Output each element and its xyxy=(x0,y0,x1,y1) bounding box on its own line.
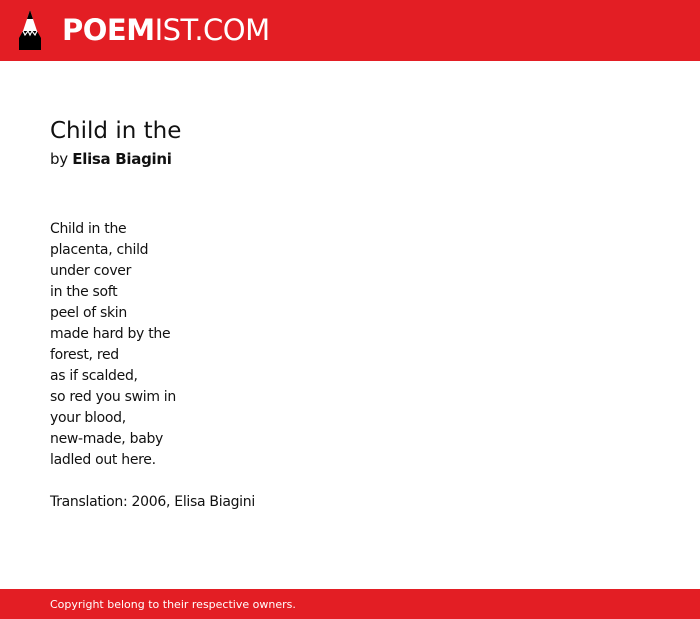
poem-line: in the soft xyxy=(50,284,118,300)
poem-line: new-made, baby xyxy=(50,431,164,447)
site-logo[interactable] xyxy=(62,12,270,48)
poem-title: Child in the xyxy=(50,118,182,144)
translation-note: Translation: 2006, Elisa Biagini xyxy=(50,494,255,510)
poem-line: ladled out here. xyxy=(50,452,156,468)
logo-bold-text: POEM xyxy=(62,13,155,47)
site-footer xyxy=(0,589,700,619)
poem-line: Child in the xyxy=(50,221,127,237)
by-label: by xyxy=(50,150,68,168)
author-name: Elisa Biagini xyxy=(72,150,172,168)
poem-line: made hard by the xyxy=(50,326,171,342)
poem-line: peel of skin xyxy=(50,305,127,321)
poem-line: under cover xyxy=(50,263,132,279)
logo-light-text: IST.COM xyxy=(154,13,270,47)
byline xyxy=(50,149,172,169)
poem-line: forest, red xyxy=(50,347,119,363)
poem-line: so red you swim in xyxy=(50,389,176,405)
poem-line: as if scalded, xyxy=(50,368,138,384)
poem-line: placenta, child xyxy=(50,242,149,258)
poem-line: your blood, xyxy=(50,410,126,426)
poem-text xyxy=(50,219,176,471)
copyright-notice: Copyright belong to their respective owners. xyxy=(50,598,296,611)
pencil-logo-icon[interactable] xyxy=(17,9,43,51)
site-header xyxy=(0,0,700,61)
